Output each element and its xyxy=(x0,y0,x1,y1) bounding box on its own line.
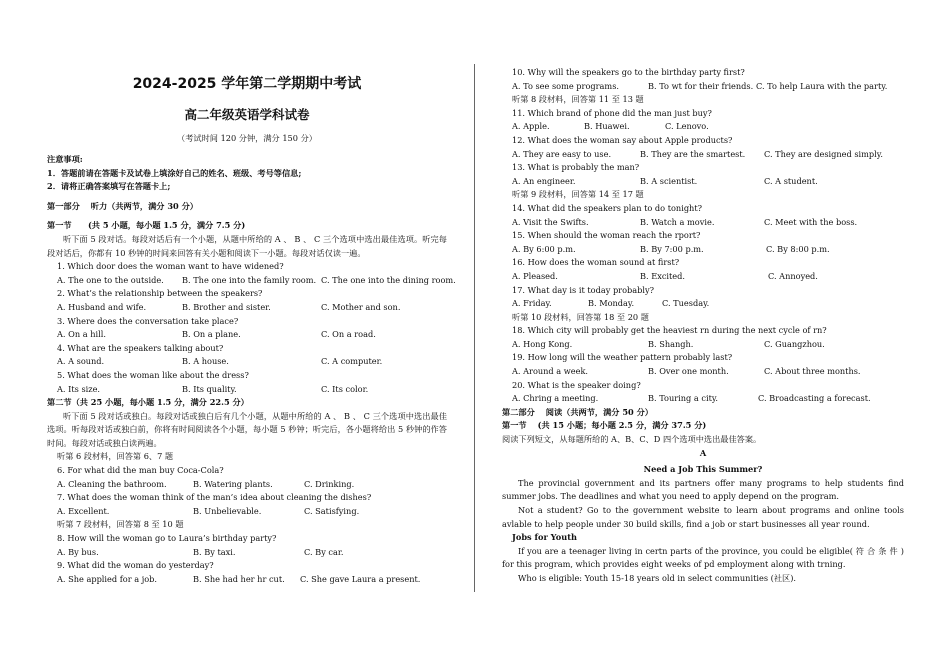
part1-section2-heading: 第二节（共 25 小题，每小题 1.5 分，满分 22.5 分） xyxy=(47,397,249,408)
option-b: B. Monday. xyxy=(588,298,635,309)
question-11: 11. Which brand of phone did the man just buy? xyxy=(512,107,712,118)
question-12: 12. What does the woman say about Apple products? xyxy=(512,134,733,145)
option-b: B. Watch a movie. xyxy=(640,216,715,227)
option-b: B. Excited. xyxy=(640,270,685,281)
exam-info: （考试时间 120 分钟，满分 150 分） xyxy=(177,133,317,143)
option-a: A. Visit the Swifts. xyxy=(512,216,589,227)
option-c: C. They are designed simply. xyxy=(764,148,883,159)
part1-section1-heading: 第一节 (共 5 小题，每小题 1.5 分，满分 7.5 分) xyxy=(47,220,246,231)
question-2: 2. What’s the relationship between the speakers? xyxy=(57,288,263,299)
question-20: 20. What is the speaker doing? xyxy=(512,379,641,390)
option-a: A. On a hill. xyxy=(57,329,106,340)
material-9-note: 听第 9 段材料，回答第 14 至 17 题 xyxy=(512,189,644,200)
notes-heading: 注意事项: xyxy=(47,154,83,164)
option-a: A. A sound. xyxy=(57,356,105,367)
part2-heading: 第二部分 阅读（共两节，满分 50 分） xyxy=(502,406,653,417)
question-9-options xyxy=(47,573,447,587)
passage-paragraph: If you are a teenager living in certn parts of the province, you could be eligible( 符 合 条 件 ) for this program, which provides eight weeks of pd employment along with trning. xyxy=(502,545,904,570)
material-8-note: 听第 8 段材料，回答第 11 至 13 题 xyxy=(512,94,644,105)
exam-title: 2024-2025 学年第二学期期中考试 xyxy=(132,76,362,92)
option-c: C. Guangzhou. xyxy=(764,338,825,349)
option-b: B. Over one month. xyxy=(648,366,729,377)
option-c: C. By 8:00 p.m. xyxy=(766,243,830,254)
option-b: B. She had her hr cut. xyxy=(193,573,285,584)
option-b: B. Watering plants. xyxy=(193,478,273,489)
question-2-options xyxy=(47,301,447,315)
question-12-options xyxy=(502,148,904,162)
option-b: B. By 7:00 p.m. xyxy=(640,243,704,254)
option-a: A. Pleased. xyxy=(512,270,558,281)
material-6-note: 听第 6 段材料，回答第 6、7 题 xyxy=(57,451,174,462)
question-8: 8. How will the woman go to Laura’s birthday party? xyxy=(57,533,277,544)
question-18-options xyxy=(502,338,904,352)
question-10-options xyxy=(502,80,904,94)
question-1: 1. Which door does the woman want to have widened? xyxy=(57,261,284,272)
question-1-options xyxy=(47,274,456,288)
question-9: 9. What did the woman do yesterday? xyxy=(57,560,214,571)
option-a: A. Around a week. xyxy=(512,366,589,377)
option-b: B. Unbelievable. xyxy=(193,505,262,516)
option-a: A. The one to the outside. xyxy=(57,274,164,285)
option-c: C. Meet with the boss. xyxy=(764,216,858,227)
option-b: B. Brother and sister. xyxy=(182,301,271,312)
option-a: A. Its size. xyxy=(57,383,101,394)
option-a: A. Excellent. xyxy=(57,505,110,516)
exam-subtitle: 高二年级英语学科试卷 xyxy=(184,107,310,122)
option-b: B. Its quality. xyxy=(182,383,237,394)
option-a: A. Chring a meeting. xyxy=(512,393,599,404)
passage-subheading: Jobs for Youth xyxy=(512,532,577,543)
passage-paragraph: Who is eligible: Youth 15-18 years old in select communities (社区). xyxy=(518,572,796,583)
question-3-options xyxy=(47,328,447,342)
option-b: B. To wt for their friends. xyxy=(648,80,754,91)
question-6-options xyxy=(47,478,447,492)
question-14-options xyxy=(502,216,904,230)
reading-instructions: 阅读下列短文，从每题所给的 A、B、C、D 四个选项中选出最佳答案。 xyxy=(502,434,762,445)
option-c: C. On a road. xyxy=(321,329,376,340)
option-c: C. Its color. xyxy=(321,383,369,394)
option-a: A. Cleaning the bathroom. xyxy=(57,478,167,489)
question-17: 17. What day is it today probably? xyxy=(512,284,655,295)
left-column xyxy=(47,66,456,586)
question-20-options xyxy=(502,392,904,406)
question-11-options xyxy=(502,120,904,134)
option-c: C. A student. xyxy=(764,175,818,186)
option-b: B. Touring a city. xyxy=(648,393,719,404)
part2-section1-heading: 第一节 (共 15 小题；每小题 2.5 分，满分 37.5 分) xyxy=(502,420,707,431)
option-b: B. By taxi. xyxy=(193,546,236,557)
note-item: 2．请将正确答案填写在答题卡上; xyxy=(47,181,171,192)
option-c: C. Drinking. xyxy=(304,478,355,489)
material-7-note: 听第 7 段材料，回答第 8 至 10 题 xyxy=(57,519,184,530)
option-a: A. Hong Kong. xyxy=(512,338,573,349)
question-4-options xyxy=(47,355,447,369)
option-a: A. Husband and wife. xyxy=(57,301,147,312)
question-6: 6. For what did the man buy Coca-Cola? xyxy=(57,465,224,476)
option-b: B. The one into the family room. xyxy=(182,274,317,285)
option-c: C. Lenovo. xyxy=(665,121,709,132)
section2-instructions: 听下面 5 段对话或独白。每段对话或独白后有几个小题，从题中所给的 A 、 B 、 C 三个选项中选出最佳选项。听每段对话或独白前，你将有时间阅读各个小题，每小题 5 秒钟；听完后，各小题将给出 5 秒钟的作答时间。每段对话或独白读两遍。 xyxy=(47,410,447,448)
option-c: C. Broadcasting a forecast. xyxy=(758,393,871,404)
option-a: A. By 6:00 p.m. xyxy=(512,243,576,254)
material-10-note: 听第 10 段材料，回答第 18 至 20 题 xyxy=(512,311,649,322)
question-8-options xyxy=(47,546,447,560)
part1-heading: 第一部分 听力（共两节，满分 30 分） xyxy=(47,200,198,211)
option-c: C. Mother and son. xyxy=(321,301,401,312)
question-15-options xyxy=(502,243,904,257)
question-10: 10. Why will the speakers go to the birthday party first? xyxy=(512,67,745,77)
passage-paragraph: Not a student? Go to the government website to learn about programs and online tools avlable to help people under 30 build skills, find a job or start businesses all year round. xyxy=(502,505,904,529)
option-a: A. She applied for a job. xyxy=(57,573,158,584)
right-column xyxy=(502,66,904,586)
question-4: 4. What are the speakers talking about? xyxy=(57,342,224,353)
option-c: C. Tuesday. xyxy=(662,298,710,309)
question-5: 5. What does the woman like about the dress? xyxy=(57,369,249,380)
option-b: B. They are the smartest. xyxy=(640,148,746,159)
question-15: 15. When should the woman reach the rport? xyxy=(512,230,701,241)
question-16-options xyxy=(502,270,904,284)
option-a: A. Friday. xyxy=(512,298,552,309)
option-c: C. By car. xyxy=(304,546,344,557)
option-c: C. She gave Laura a present. xyxy=(300,573,421,584)
option-a: A. By bus. xyxy=(57,546,99,557)
question-16: 16. How does the woman sound at first? xyxy=(512,257,680,268)
passage-title: Need a Job This Summer? xyxy=(643,464,763,475)
option-b: B. On a plane. xyxy=(182,329,241,340)
option-c: C. To help Laura with the party. xyxy=(756,80,888,91)
question-13-options xyxy=(502,175,904,189)
section1-instructions: 听下面 5 段对话。每段对话后有一个小题，从题中所给的 A 、 B 、 C 三个选项中选出最佳选项。听完每段对话后，你都有 10 秒钟的时间来回答有关小题和阅读下一小题。每段对话仅读一遍。 xyxy=(47,233,447,258)
question-19-options xyxy=(502,365,904,379)
option-b: B. A scientist. xyxy=(640,175,698,186)
option-a: A. To see some programs. xyxy=(512,80,620,91)
option-a: A. An engineer. xyxy=(512,175,576,186)
passage-letter: A xyxy=(699,447,707,458)
option-c: C. A computer. xyxy=(321,356,383,367)
question-17-options xyxy=(502,297,904,311)
question-19: 19. How long will the weather pattern probably last? xyxy=(512,352,733,363)
question-5-options xyxy=(47,383,447,397)
option-c: C. Satisfying. xyxy=(304,505,360,516)
passage-paragraph: The provincial government and its partners offer many programs to help students find summer jobs. The deadlines and what you need to apply depend on the program. xyxy=(502,477,904,502)
question-7-options xyxy=(47,505,447,519)
option-b: B. A house. xyxy=(182,356,229,367)
option-c: C. The one into the dining room. xyxy=(321,274,456,285)
question-7: 7. What does the woman think of the man’s idea about cleaning the dishes? xyxy=(57,492,372,503)
question-13: 13. What is probably the man? xyxy=(512,162,640,173)
option-b: B. Huawei. xyxy=(584,121,630,132)
note-item: 1．答题前请在答题卡及试卷上填涂好自己的姓名、班级、考号等信息; xyxy=(47,167,302,178)
option-c: C. Annoyed. xyxy=(768,270,818,281)
question-14: 14. What did the speakers plan to do tonight? xyxy=(512,202,703,213)
option-c: C. About three months. xyxy=(764,366,861,377)
column-divider xyxy=(474,64,475,592)
option-a: A. Apple. xyxy=(512,121,550,132)
question-18: 18. Which city will probably get the heaviest rn during the next cycle of rn? xyxy=(512,325,827,336)
question-3: 3. Where does the conversation take place? xyxy=(57,315,239,326)
option-a: A. They are easy to use. xyxy=(512,148,612,159)
option-b: B. Shangh. xyxy=(648,338,694,349)
